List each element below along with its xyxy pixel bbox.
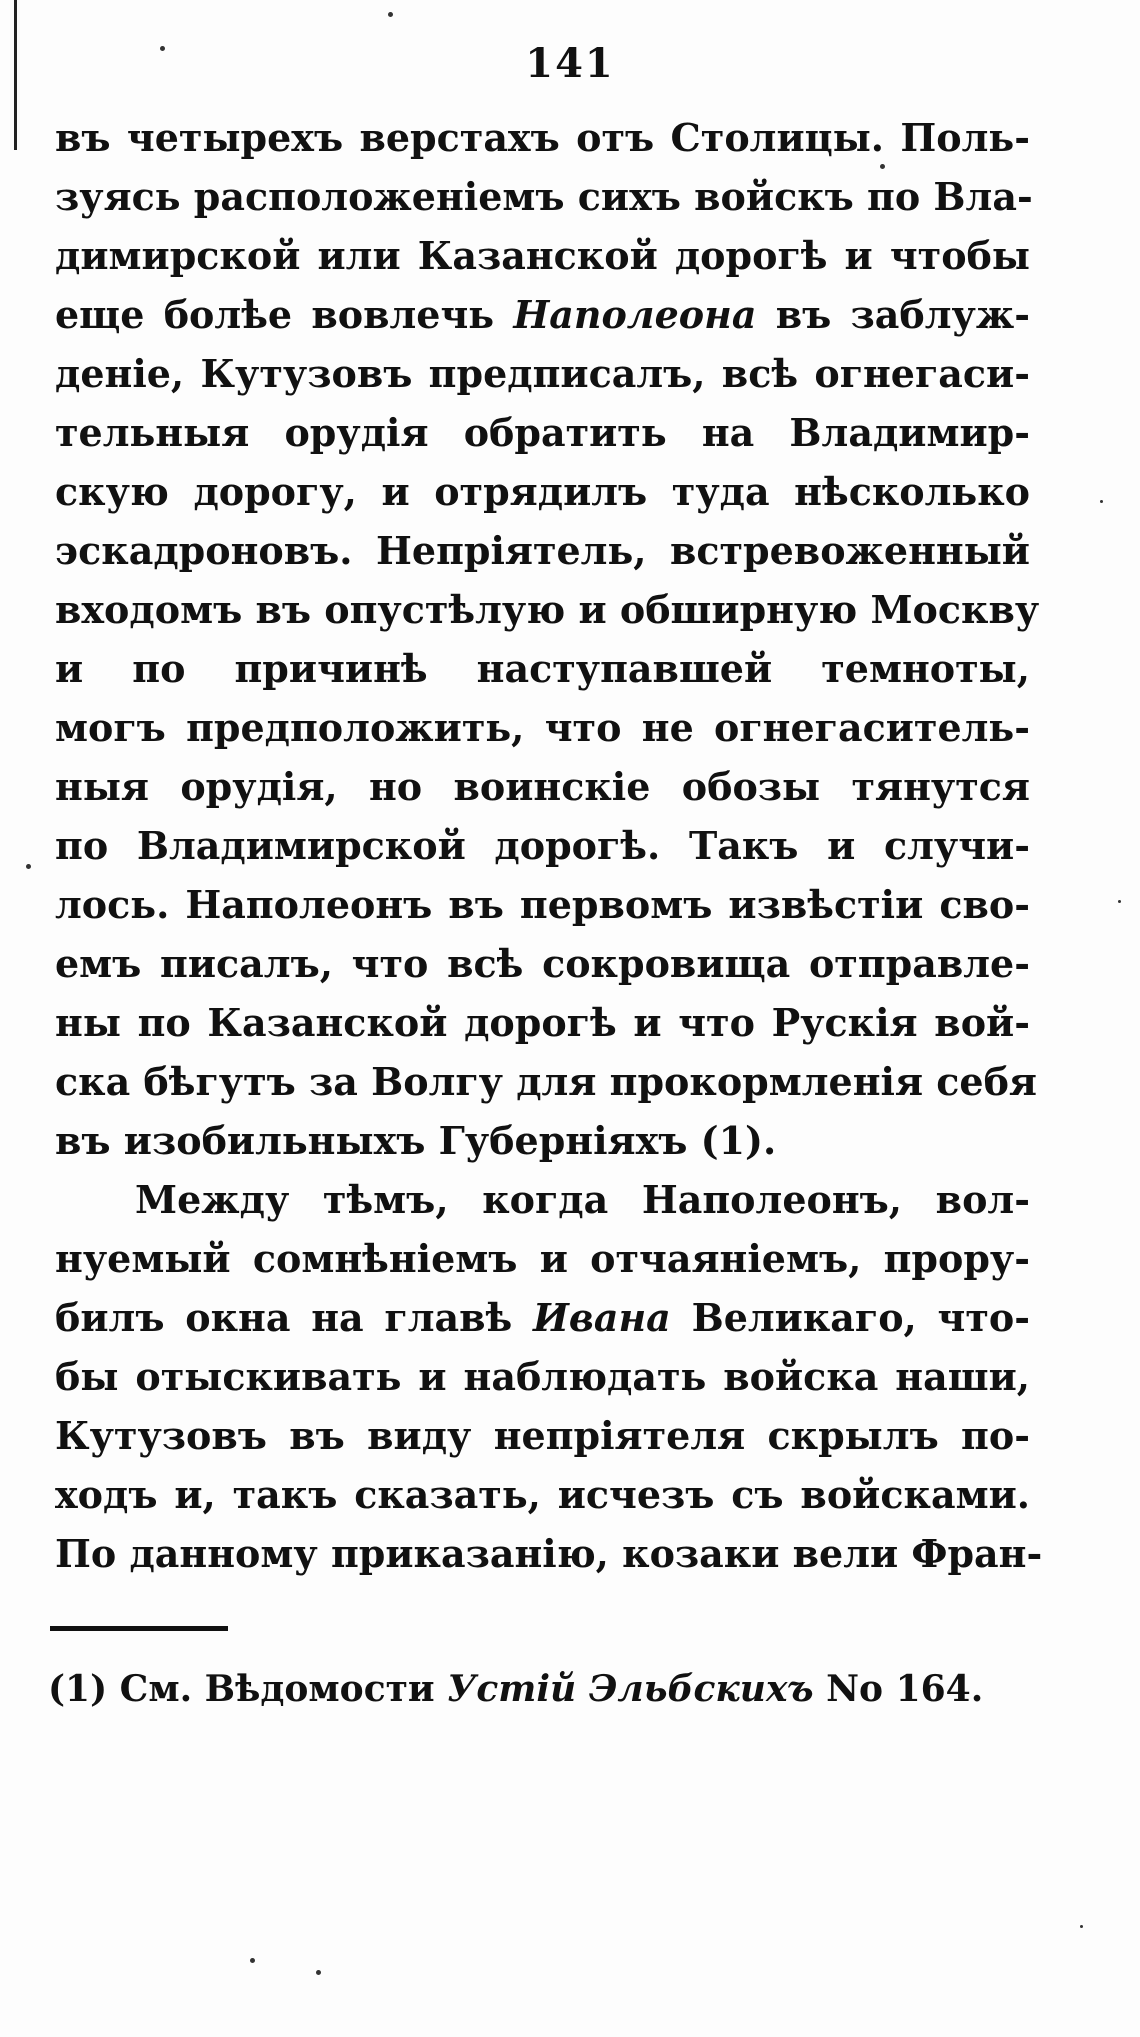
footnote-marker: (1) [48,1668,108,1710]
scan-speck [316,1970,321,1975]
paragraph-1 [55,108,1040,1170]
text-line [55,108,1030,167]
text-segment: эскадроновъ. Непріятель, встревоженный [55,528,1030,573]
paragraph-2 [55,1170,1043,1583]
text-segment: билъ окна на главѣ [55,1295,533,1340]
footnote-text-before: См. Вѣдомости [119,1668,448,1710]
text-segment: еще болѣе вовлечь [55,292,514,337]
footnote-text-after: No 164. [813,1668,984,1710]
text-line [55,580,1040,639]
text-line [55,875,1030,934]
text-segment: въ заблуж- [756,292,1031,337]
text-segment: Между тѣмъ, когда Наполеонъ, вол- [135,1177,1030,1222]
text-line [55,167,1033,226]
text-segment: ныя орудія, но воинскіе обозы тянутся [55,764,1030,809]
text-segment: и по причинѣ наступавшей темноты, [55,646,1030,691]
text-segment: входомъ въ опустѣлую и обширную Москву [55,587,1040,632]
text-segment: Кутузовъ въ виду непріятеля скрылъ по- [55,1413,1030,1458]
text-line [55,226,1030,285]
scan-speck [1118,900,1121,903]
scan-speck [250,1958,255,1963]
text-line [55,1052,1038,1111]
text-segment: ска бѣгутъ за Волгу для прокормленія себя [55,1059,1038,1104]
italic-name: Наполеона [513,292,757,337]
text-segment: зуясь расположеніемъ сихъ войскъ по Вла- [55,174,1033,219]
text-segment: ны по Казанской дорогѣ и что Рускія вой- [55,1000,1030,1045]
text-line [55,1288,1030,1347]
text-segment: димирской или Казанской дорогѣ и чтобы [55,233,1030,278]
text-segment: тельныя орудія обратить на Владимир- [55,410,1030,455]
text-line [55,1465,1030,1524]
text-line [55,757,1030,816]
text-segment: нуемый сомнѣніемъ и отчаяніемъ, прору- [55,1236,1030,1281]
text-segment: деніе, Кутузовъ предписалъ, всѣ огнегаси- [55,351,1030,396]
text-line [55,816,1030,875]
text-segment: емъ писалъ, что всѣ сокровища отправле- [55,941,1030,986]
main-text [55,108,1043,1583]
text-segment: ходъ и, такъ сказать, исчезъ съ войсками. [55,1472,1030,1517]
text-line [55,993,1030,1052]
scan-speck [388,12,393,17]
scan-speck [160,46,165,51]
text-line [55,344,1030,403]
text-segment: По данному приказанію, козаки вели Фран- [55,1531,1043,1576]
text-line [55,1229,1030,1288]
text-line [55,403,1030,462]
text-line [55,698,1030,757]
text-segment: въ изобильныхъ Губерніяхъ (1). [55,1118,777,1163]
text-line [55,521,1030,580]
footnote-italic-title: Устій Эльбскихъ [447,1668,814,1710]
text-segment: могъ предположить, что не огнегаситель- [55,705,1030,750]
text-line [55,1170,1030,1229]
text-line [55,1406,1030,1465]
text-segment: по Владимирской дорогѣ. Такъ и случи- [55,823,1030,868]
scan-speck [26,864,31,869]
text-segment: скую дорогу, и отрядилъ туда нѣсколько [55,469,1030,514]
text-line [55,462,1030,521]
text-line [55,1347,1030,1406]
italic-name: Ивана [533,1295,671,1340]
text-line [55,639,1030,698]
text-segment: въ четырехъ верстахъ отъ Столицы. Поль- [55,115,1030,160]
text-line [55,1524,1043,1583]
page-number: 141 [525,40,615,87]
footnote-separator [50,1626,228,1631]
text-segment: лось. Наполеонъ въ первомъ извѣстіи сво- [55,882,1030,927]
scan-speck [880,164,885,169]
text-line [55,1111,1030,1170]
text-segment: Великаго, что- [670,1295,1031,1340]
footnote [48,1668,1048,1710]
text-line [55,285,1030,344]
text-segment: бы отыскивать и наблюдать войска наши, [55,1354,1030,1399]
text-line [55,934,1030,993]
scan-speck [1100,500,1103,503]
scan-speck [1080,1925,1083,1928]
